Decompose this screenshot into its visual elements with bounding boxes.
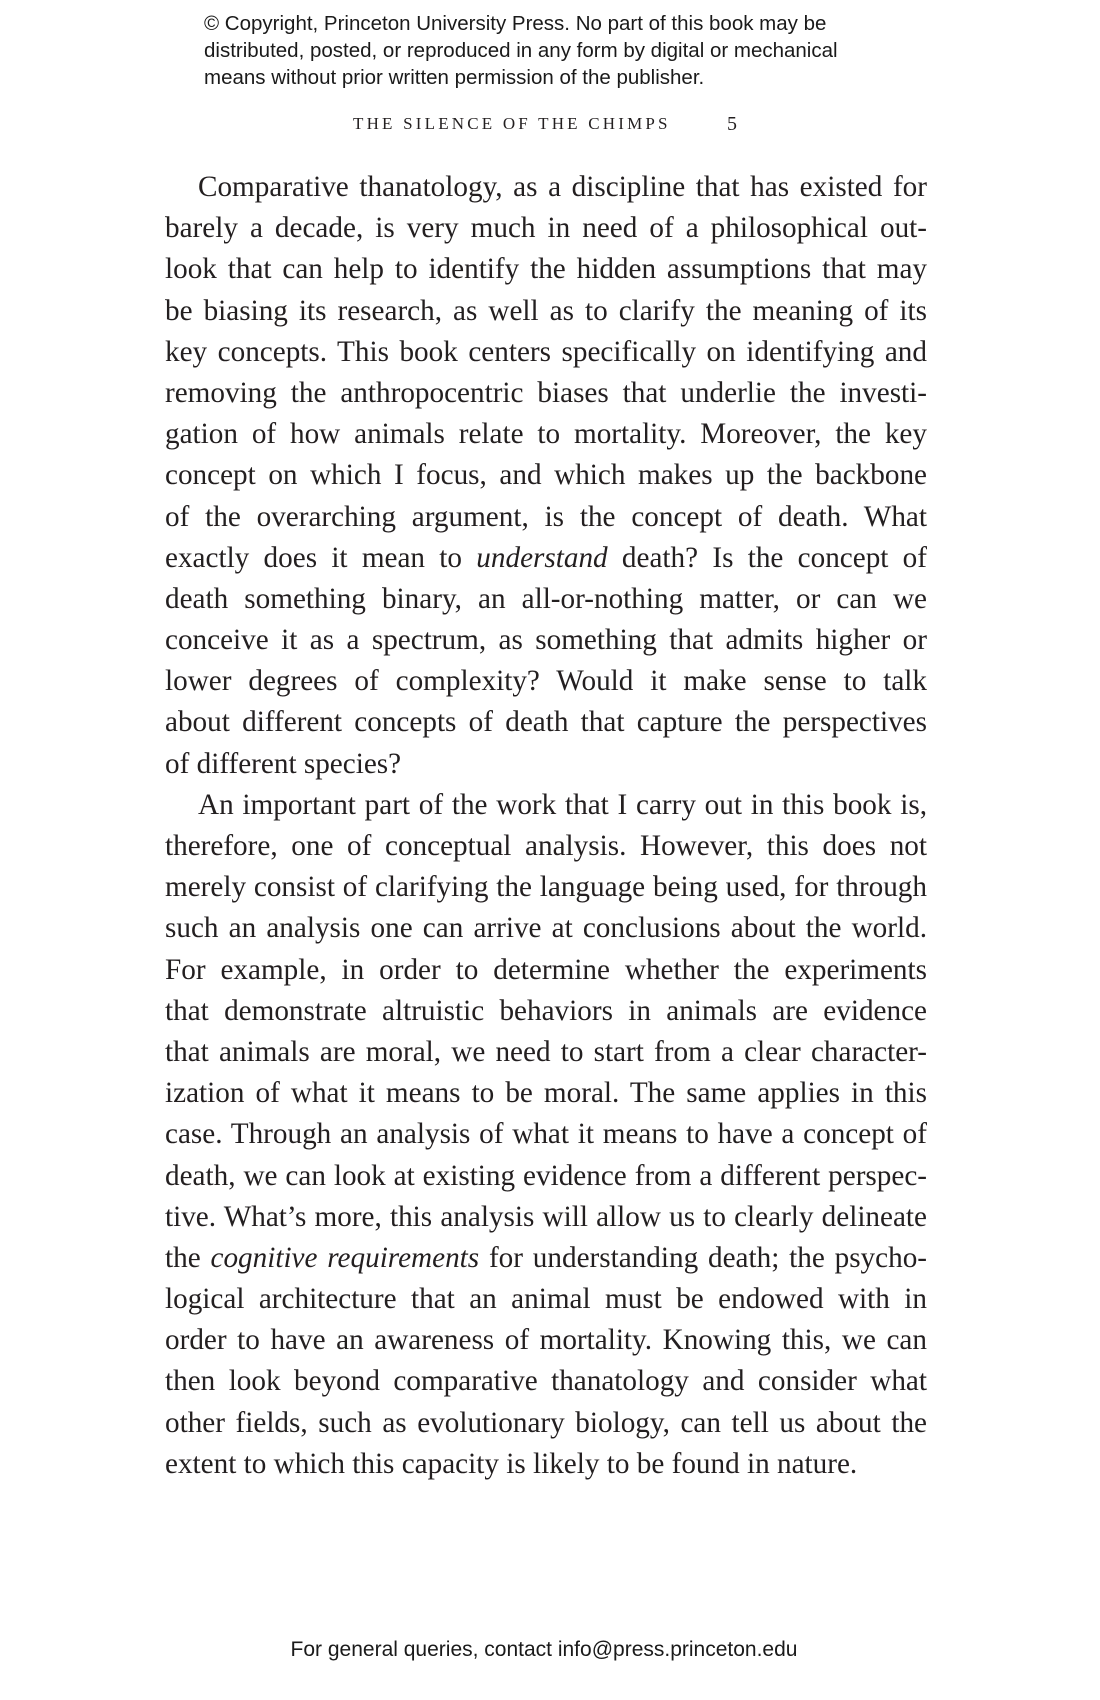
text-line: such an analysis one can arrive at conclusions about the world.: [165, 912, 927, 945]
footer-contact: [0, 1638, 1100, 1662]
text-line: conceive it as a spectrum, as something that admits higher or: [165, 624, 927, 657]
text-line: extent to which this capacity is likely to be found in nature.: [165, 1447, 858, 1480]
text-line: tive. What’s more, this analysis will allow us to clearly delineate: [165, 1200, 927, 1233]
text-line: then look beyond comparative thanatology and consider what: [165, 1365, 927, 1398]
text-line: order to have an awareness of mortality. Knowing this, we can: [165, 1324, 927, 1357]
text-line: that animals are moral, we need to start from a clear character-: [165, 1035, 927, 1068]
text-line: logical architecture that an animal must be endowed with in: [165, 1283, 927, 1316]
text-line: For example, in order to determine whether the experiments: [165, 953, 927, 986]
text-segment: for understanding death; the psycho-: [479, 1241, 928, 1274]
text-line: An important part of the work that I carry out in this book is,: [198, 788, 927, 821]
text-line: barely a decade, is very much in need of a philosophical out-: [165, 212, 927, 245]
text-segment: the: [165, 1241, 211, 1274]
copyright-line: distributed, posted, or reproduced in any form by digital or mechanical: [204, 39, 838, 62]
text-line: other fields, such as evolutionary biology, can tell us about the: [165, 1406, 927, 1439]
text-line: be biasing its research, as well as to clarify the meaning of its: [165, 294, 927, 327]
page-number: 5: [727, 113, 737, 135]
text-line: key concepts. This book centers specifically on identifying and: [165, 335, 927, 368]
running-head-title: THE SILENCE OF THE CHIMPS: [353, 114, 671, 133]
text-line: look that can help to identify the hidden assumptions that may: [165, 253, 927, 286]
paragraph-1: [165, 167, 927, 785]
text-line: ization of what it means to be moral. The same applies in this: [165, 1077, 927, 1110]
text-line: [165, 1238, 927, 1279]
body-text: [165, 167, 927, 1485]
text-line: removing the anthropocentric biases that underlie the investi-: [165, 376, 927, 409]
text-line: about different concepts of death that capture the perspectives: [165, 706, 927, 739]
emphasis-understand: understand: [476, 541, 608, 574]
copyright-notice: [204, 10, 964, 91]
text-line: therefore, one of conceptual analysis. However, this does not: [165, 830, 927, 862]
text-line: death something binary, an all-or-nothing matter, or can we: [165, 582, 927, 615]
text-line: [165, 538, 927, 579]
copyright-line: © Copyright, Princeton University Press. No part of this book may be: [204, 12, 827, 35]
text-line: concept on which I focus, and which makes up the backbone: [165, 459, 927, 492]
text-line: case. Through an analysis of what it means to have a concept of: [165, 1118, 927, 1151]
text-line: death, we can look at existing evidence from a different perspec-: [165, 1159, 927, 1192]
emphasis-cognitive-requirements: cognitive requirements: [210, 1241, 480, 1274]
text-line: lower degrees of complexity? Would it make sense to talk: [165, 665, 927, 698]
text-line: gation of how animals relate to mortality. Moreover, the key: [165, 418, 927, 451]
paragraph-2: [165, 785, 927, 1485]
text-segment: exactly does it mean to: [165, 541, 477, 574]
footer-text: For general queries, contact info@press.princeton.edu: [290, 1638, 798, 1661]
text-line: of different species?: [165, 747, 402, 780]
text-line: merely consist of clarifying the language being used, for through: [165, 871, 927, 904]
text-segment: death? Is the concept of: [607, 541, 927, 574]
text-line: Comparative thanatology, as a discipline that has existed for: [198, 171, 927, 203]
text-line: that demonstrate altruistic behaviors in animals are evidence: [165, 994, 927, 1027]
copyright-line: means without prior written permission of the publisher.: [204, 66, 705, 89]
text-line: of the overarching argument, is the concept of death. What: [165, 500, 927, 533]
